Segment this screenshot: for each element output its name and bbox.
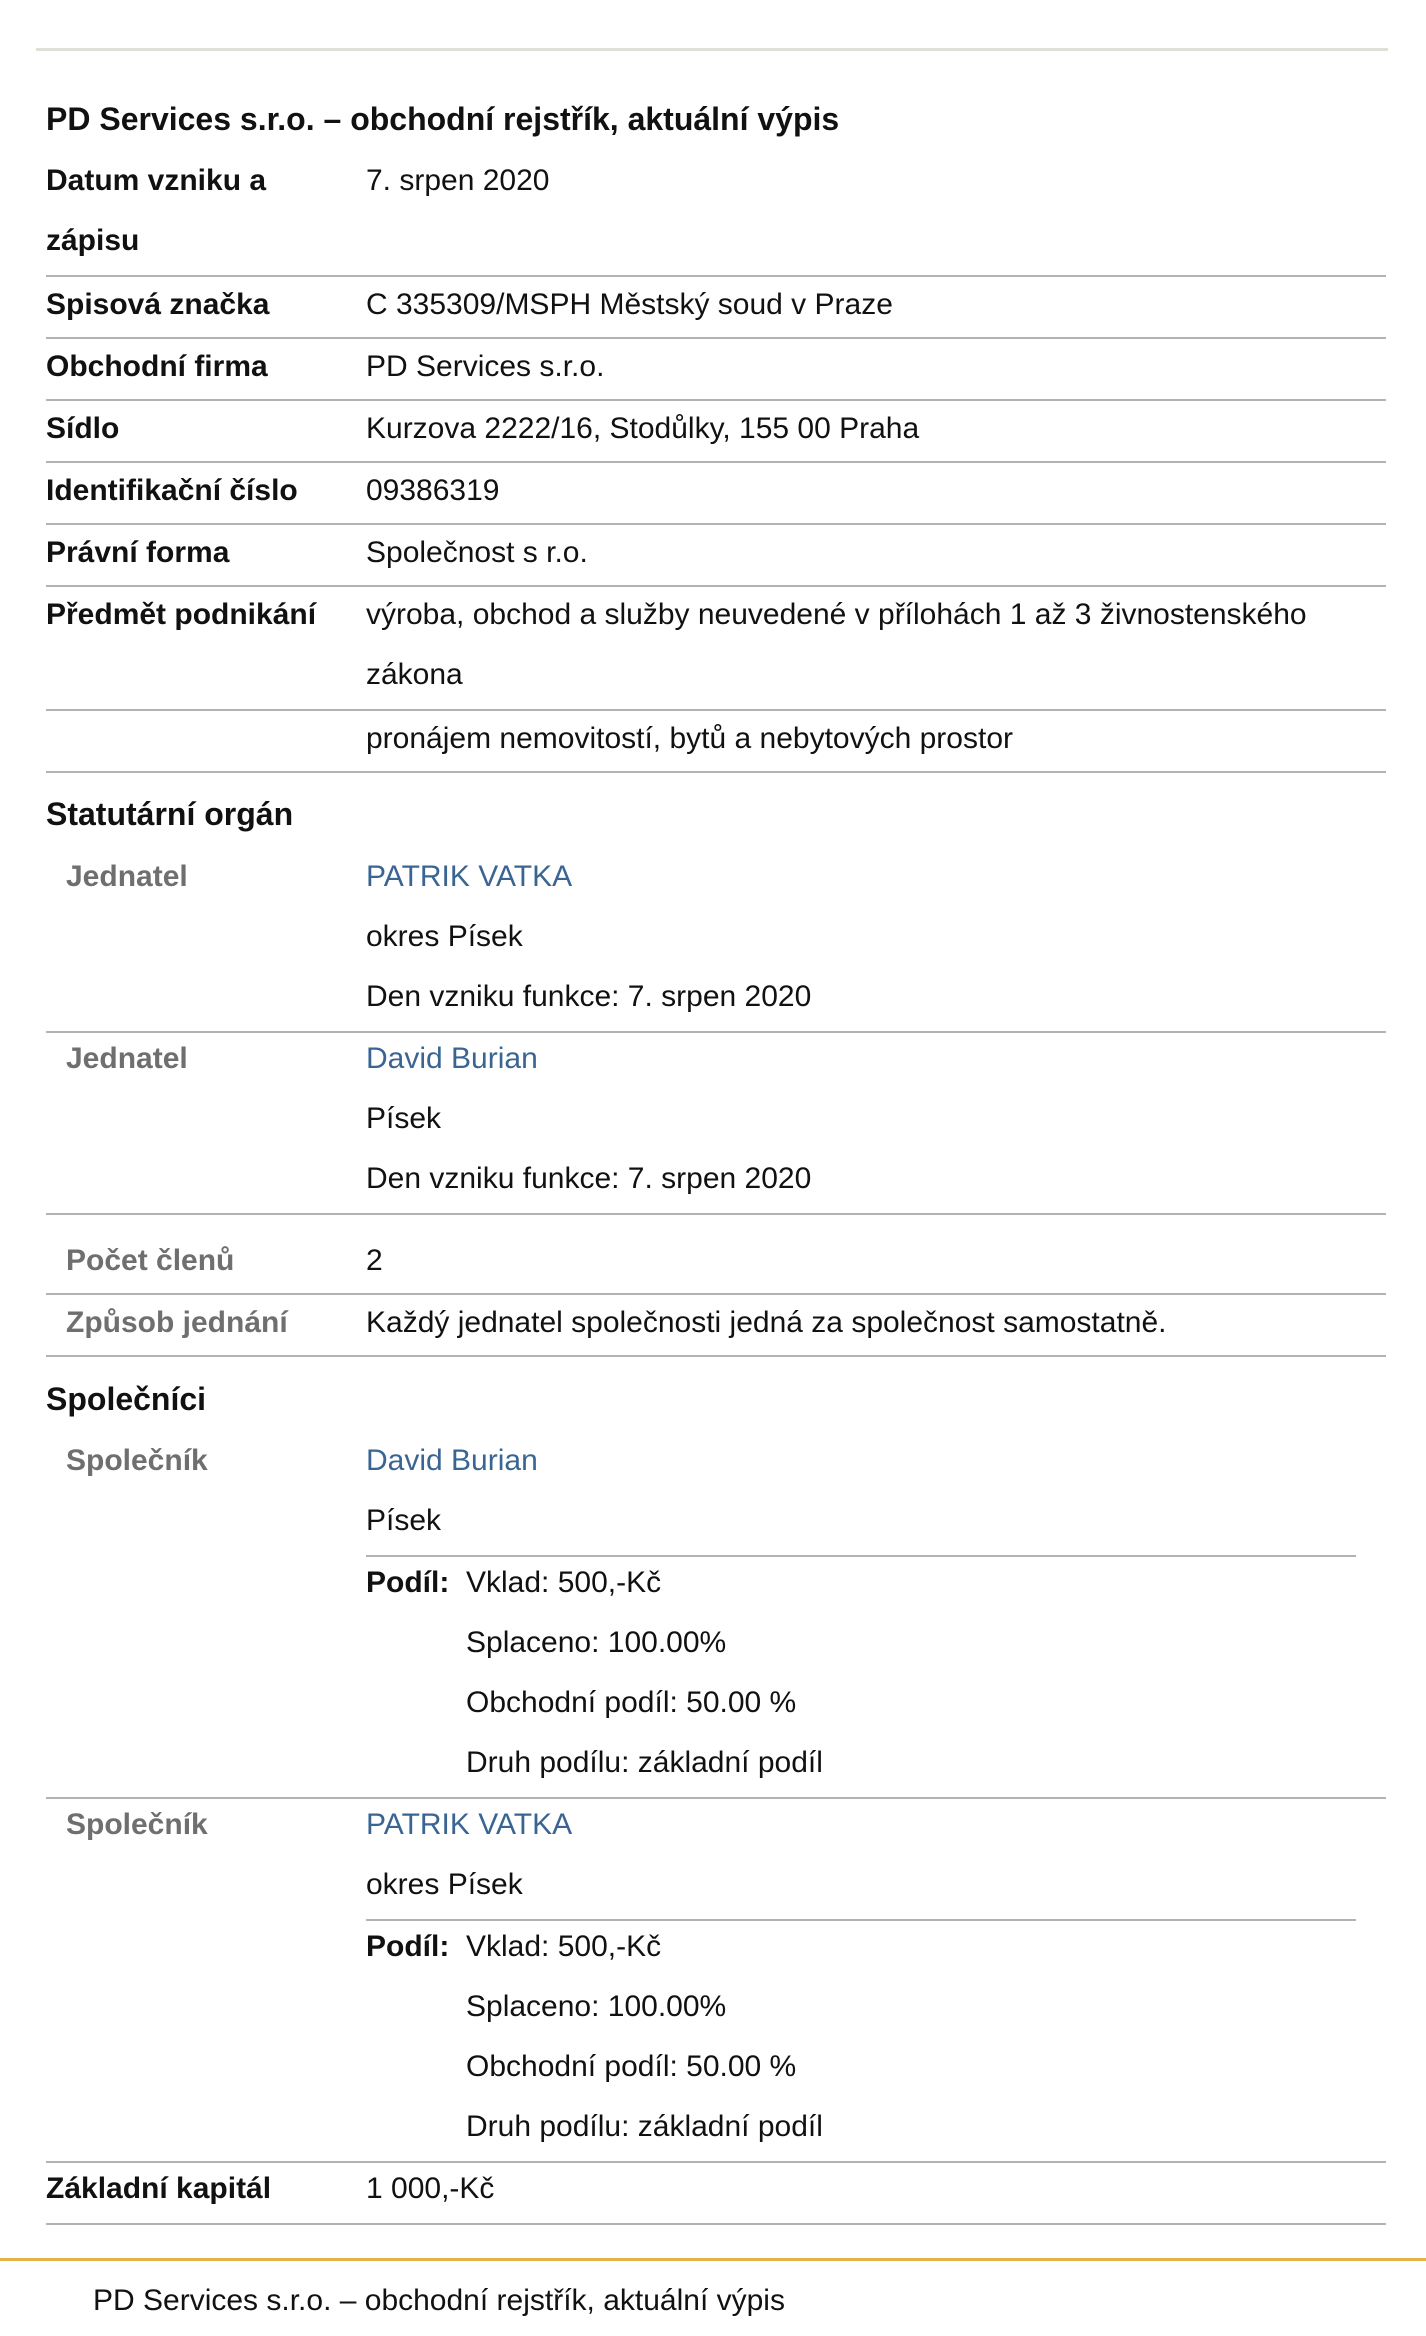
spisova-value: C 335309/MSPH Městský soud v Praze xyxy=(366,288,893,321)
podil-splaceno: Splaceno: 100.00% xyxy=(466,1626,727,1659)
zpusob-value: Každý jednatel společnosti jedná za společnost samostatně. xyxy=(366,1306,1167,1339)
divider xyxy=(46,1355,1386,1357)
ico-label: Identifikační číslo xyxy=(46,474,298,507)
podil-splaceno: Splaceno: 100.00% xyxy=(466,1990,727,2023)
statutarni-heading: Statutární orgán xyxy=(46,796,294,832)
podil-druh: Druh podílu: základní podíl xyxy=(466,1746,823,1779)
divider xyxy=(46,2161,1386,2163)
footer-accent-bar xyxy=(0,2258,1426,2261)
member-role: Jednatel xyxy=(66,1042,188,1075)
podil-label: Podíl: xyxy=(366,1566,450,1599)
partner-role: Společník xyxy=(66,1808,208,1841)
podil-vklad: Vklad: 500,-Kč xyxy=(466,1930,662,1963)
register-extract-card xyxy=(36,48,1388,2246)
member-since: Den vzniku funkce: 7. srpen 2020 xyxy=(366,980,812,1013)
firma-value: PD Services s.r.o. xyxy=(366,350,605,383)
member-place: okres Písek xyxy=(366,920,523,953)
datum-label-line2: zápisu xyxy=(46,224,140,257)
divider xyxy=(46,585,1386,587)
divider xyxy=(366,1919,1356,1921)
partner-name-link[interactable]: PATRIK VATKA xyxy=(366,1808,573,1841)
podil-obchodni: Obchodní podíl: 50.00 % xyxy=(466,2050,797,2083)
divider xyxy=(366,1555,1356,1557)
podil-druh: Druh podílu: základní podíl xyxy=(466,2110,823,2143)
member-since: Den vzniku funkce: 7. srpen 2020 xyxy=(366,1162,812,1195)
datum-label-line1: Datum vzniku a xyxy=(46,164,267,197)
podil-label: Podíl: xyxy=(366,1930,450,1963)
member-role: Jednatel xyxy=(66,860,188,893)
pravni-value: Společnost s r.o. xyxy=(366,536,588,569)
pocet-value: 2 xyxy=(366,1244,383,1277)
podil-vklad: Vklad: 500,-Kč xyxy=(466,1566,662,1599)
divider xyxy=(46,2223,1386,2225)
member-name-link[interactable]: PATRIK VATKA xyxy=(366,860,573,893)
pocet-label: Počet členů xyxy=(66,1244,235,1277)
datum-value: 7. srpen 2020 xyxy=(366,164,550,197)
member-place: Písek xyxy=(366,1102,442,1135)
divider xyxy=(46,1213,1386,1215)
predmet-item2: pronájem nemovitostí, bytů a nebytových prostor xyxy=(366,722,1013,755)
kapital-label: Základní kapitál xyxy=(46,2172,272,2205)
partner-place: okres Písek xyxy=(366,1868,523,1901)
predmet-item1-line2: zákona xyxy=(366,658,463,691)
sidlo-value: Kurzova 2222/16, Stodůlky, 155 00 Praha xyxy=(366,412,920,445)
divider xyxy=(46,771,1386,773)
divider xyxy=(46,523,1386,525)
divider xyxy=(46,709,1386,711)
spolecnici-heading: Společníci xyxy=(46,1381,207,1417)
predmet-label: Předmět podnikání xyxy=(46,598,317,631)
zpusob-label: Způsob jednání xyxy=(66,1306,288,1339)
divider xyxy=(46,399,1386,401)
partner-place: Písek xyxy=(366,1504,442,1537)
kapital-value: 1 000,-Kč xyxy=(366,2172,495,2205)
partner-role: Společník xyxy=(66,1444,208,1477)
divider xyxy=(46,1031,1386,1033)
divider xyxy=(46,275,1386,277)
predmet-item1-line1: výroba, obchod a služby neuvedené v přílohách 1 až 3 živnostenského xyxy=(366,598,1307,631)
firma-label: Obchodní firma xyxy=(46,350,268,383)
spisova-label: Spisová značka xyxy=(46,288,270,321)
sidlo-label: Sídlo xyxy=(46,412,120,445)
podil-obchodni: Obchodní podíl: 50.00 % xyxy=(466,1686,797,1719)
divider xyxy=(46,337,1386,339)
divider xyxy=(46,1797,1386,1799)
member-name-link[interactable]: David Burian xyxy=(366,1042,538,1075)
footer-title: PD Services s.r.o. – obchodní rejstřík, aktuální výpis xyxy=(93,2284,785,2317)
pravni-label: Právní forma xyxy=(46,536,230,569)
divider xyxy=(46,1293,1386,1295)
partner-name-link[interactable]: David Burian xyxy=(366,1444,538,1477)
ico-value: 09386319 xyxy=(366,474,500,507)
page-title: PD Services s.r.o. – obchodní rejstřík, aktuální výpis xyxy=(46,101,840,137)
divider xyxy=(46,461,1386,463)
